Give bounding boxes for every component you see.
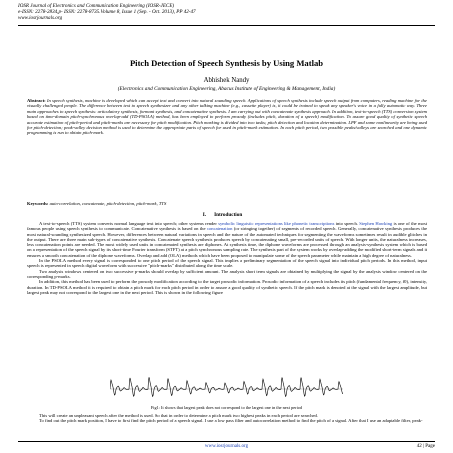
text-run: into speech.	[334, 221, 360, 226]
speech-waveform	[110, 377, 343, 396]
post-figure-paragraph-1: This will create an unpleasant speech after the method is used. So that in order to determine a pitch mark two highest peaks in each period are searched.	[39, 413, 318, 418]
waveform-figure	[110, 371, 343, 403]
journal-name: IOSR Journal of Electronics and Communication Engineering (IOSR-JECE)	[18, 3, 175, 9]
intro-paragraph-3: Two analysis windows centered on two successive p-marks should overlap by sufficient amount. The analysis short term signals are obtained by multiplying the signal by the analysis window centered on the corresponding p-marks.	[27, 268, 427, 279]
intro-paragraph-4: In addition, this method has been used to perform the prosody modification according to the target prosodic information. Prosodic information of a speech includes its pitch (fundamental frequency, f0), intensity, duration. In TD-PSOLA method it is required to obtain a pitch mark for each pitch period in order to assure a good quality of synthetic speech. If the pitch mark is denoted at the signal with the largest amplitude, but largest peak may not correspond to the largest one in the next period. This is shown in the following figure	[27, 279, 427, 295]
abstract-label: Abstract:	[27, 98, 46, 103]
section-title: Introduction	[214, 212, 243, 218]
section-number: I.	[202, 212, 207, 218]
footer-url[interactable]: www.iosrjournals.org	[204, 444, 249, 449]
keywords	[27, 201, 427, 206]
text-run: (or stringing together) of segments of recorded speech. Generally, concatenative synthesis produces the most natural-sounding synthesized speech. However, differences between natural variations in speech and the nature of the automated techniques for segmenting the waveforms sometimes result in audible glitches in the output. There are three main sub-types of concatenative synthesis. Concatenate speech synthesis produces speech by concatenating small, pre-recorded units of speech. With longer units, the naturalness increases, less concatenation points are needed. The most widely used units in concatenated synthesis are diphones. At synthesis time, the diphone waveforms are processed through an analysis-synthesis system which is based on a representation of the speech signal by its short-time Fourier transform (STFT) at a pitch synchronous sampling rate. The synthesis part of the system works by overlap-adding the modified short-term signals and it ensures a smooth concatenation of the diphone waveforms. Overlap and add (OLA) methods which have been proposed to manipulate some of the speech parameter while maintain a high degree of naturalness.	[27, 226, 427, 258]
intro-paragraph-2: In the PSOLA method every signal is corresponded to one pitch period of the speech signal. This implies a preliminary segmentation of the speech signal into individual pitch periods. In this method, input speech is represented in speech digital waveform with successive "pitch-marks" distributed along the time scale.	[27, 258, 427, 269]
journal-url[interactable]: www.iosrjournals.org	[18, 15, 63, 21]
paper-author: Abhishek Nandy	[203, 77, 250, 84]
intro-paragraph-1	[27, 221, 427, 258]
intro-body	[27, 221, 427, 295]
figure-caption: Fig1: It shows that largest peak does not correspond to the largest one in the next period	[150, 405, 303, 410]
post-figure-paragraph-2: To find out the pitch mark position, I have to first find the pitch period of a speech signal. I use a low pass filter and autocorrelation method to find the pitch of a signal. After that I use an adaptable filter, peak-	[39, 418, 423, 424]
link-symbolic-linguistic[interactable]: symbolic linguistic representations like phonetic transcriptions	[218, 221, 335, 226]
paper-title: Pitch Detection of Speech Synthesis by Using Matlab	[129, 58, 324, 68]
text-run: is one of the most famous people using speech synthesis to communicate. Concatenative synthesis is based on the	[27, 221, 428, 232]
header-divider	[18, 25, 435, 26]
text-run: A text-to-speech (TTS) system converts normal language text into speech; other systems render	[39, 221, 219, 226]
abstract-text: In speech synthesis, machine is developed which can accept text and convert into natural sounding speech. Applications of speech synthesis include speech output from computers, reading machine for the visually challenged people. The difference between text to speech synthesizer and any other talking machine (e.g., cassette player) is, it could be trained to speak any speaker's voice in a fully automatic way. Three main approaches to speech synthesis: articulatory synthesis, formant synthesis, and concatenative synthesis. I am carrying out with concatenate synthesis approach. In addition, text-to-speech (TTS) conversion system based on time-domain pitch-synchronous overlap-add (TD-PSOLA) method, has been employed to perform prosody (includes pitch, duration of a speech) modification. To assure good quality of synthetic speech accurate estimation of pitch-period and pitch-marks are necessary for pitch modification. Pitch marking is divided into two tasks; pitch detection and location determination. LPF and some nonlinearity are being used for pitch-detection; peak-valley decision method is used to determine the appropriate parts of speech for used in pitch-mark estimation. In each pitch period, two possible peaks/valleys are searched and one dynamic programming is run to obtain pitch-mark.	[27, 98, 427, 136]
link-concatenation[interactable]: concatenation	[206, 226, 233, 232]
section-heading	[0, 212, 453, 218]
footer-divider	[18, 441, 435, 442]
keywords-text: auto-correlation, concatenate, pitch-detection, pitch-mark, TTS	[49, 201, 167, 206]
journal-issn: e-ISSN: 2278-2834,p- ISSN: 2278-8735.Volume 8, Issue 1 (Sep. - Oct. 2013), PP 42-47	[18, 9, 196, 15]
abstract	[27, 98, 427, 136]
author-affiliation: (Electronics and Communication Engineering, Abacus Institute of Engineering & Management, India)	[117, 86, 336, 92]
keywords-label: Keywords:	[27, 201, 49, 206]
page-number: 42 | Page	[416, 444, 435, 449]
post-figure-body	[27, 413, 427, 424]
link-stephen-hawking[interactable]: Stephen Hawking	[359, 221, 393, 226]
journal-header	[18, 3, 435, 21]
